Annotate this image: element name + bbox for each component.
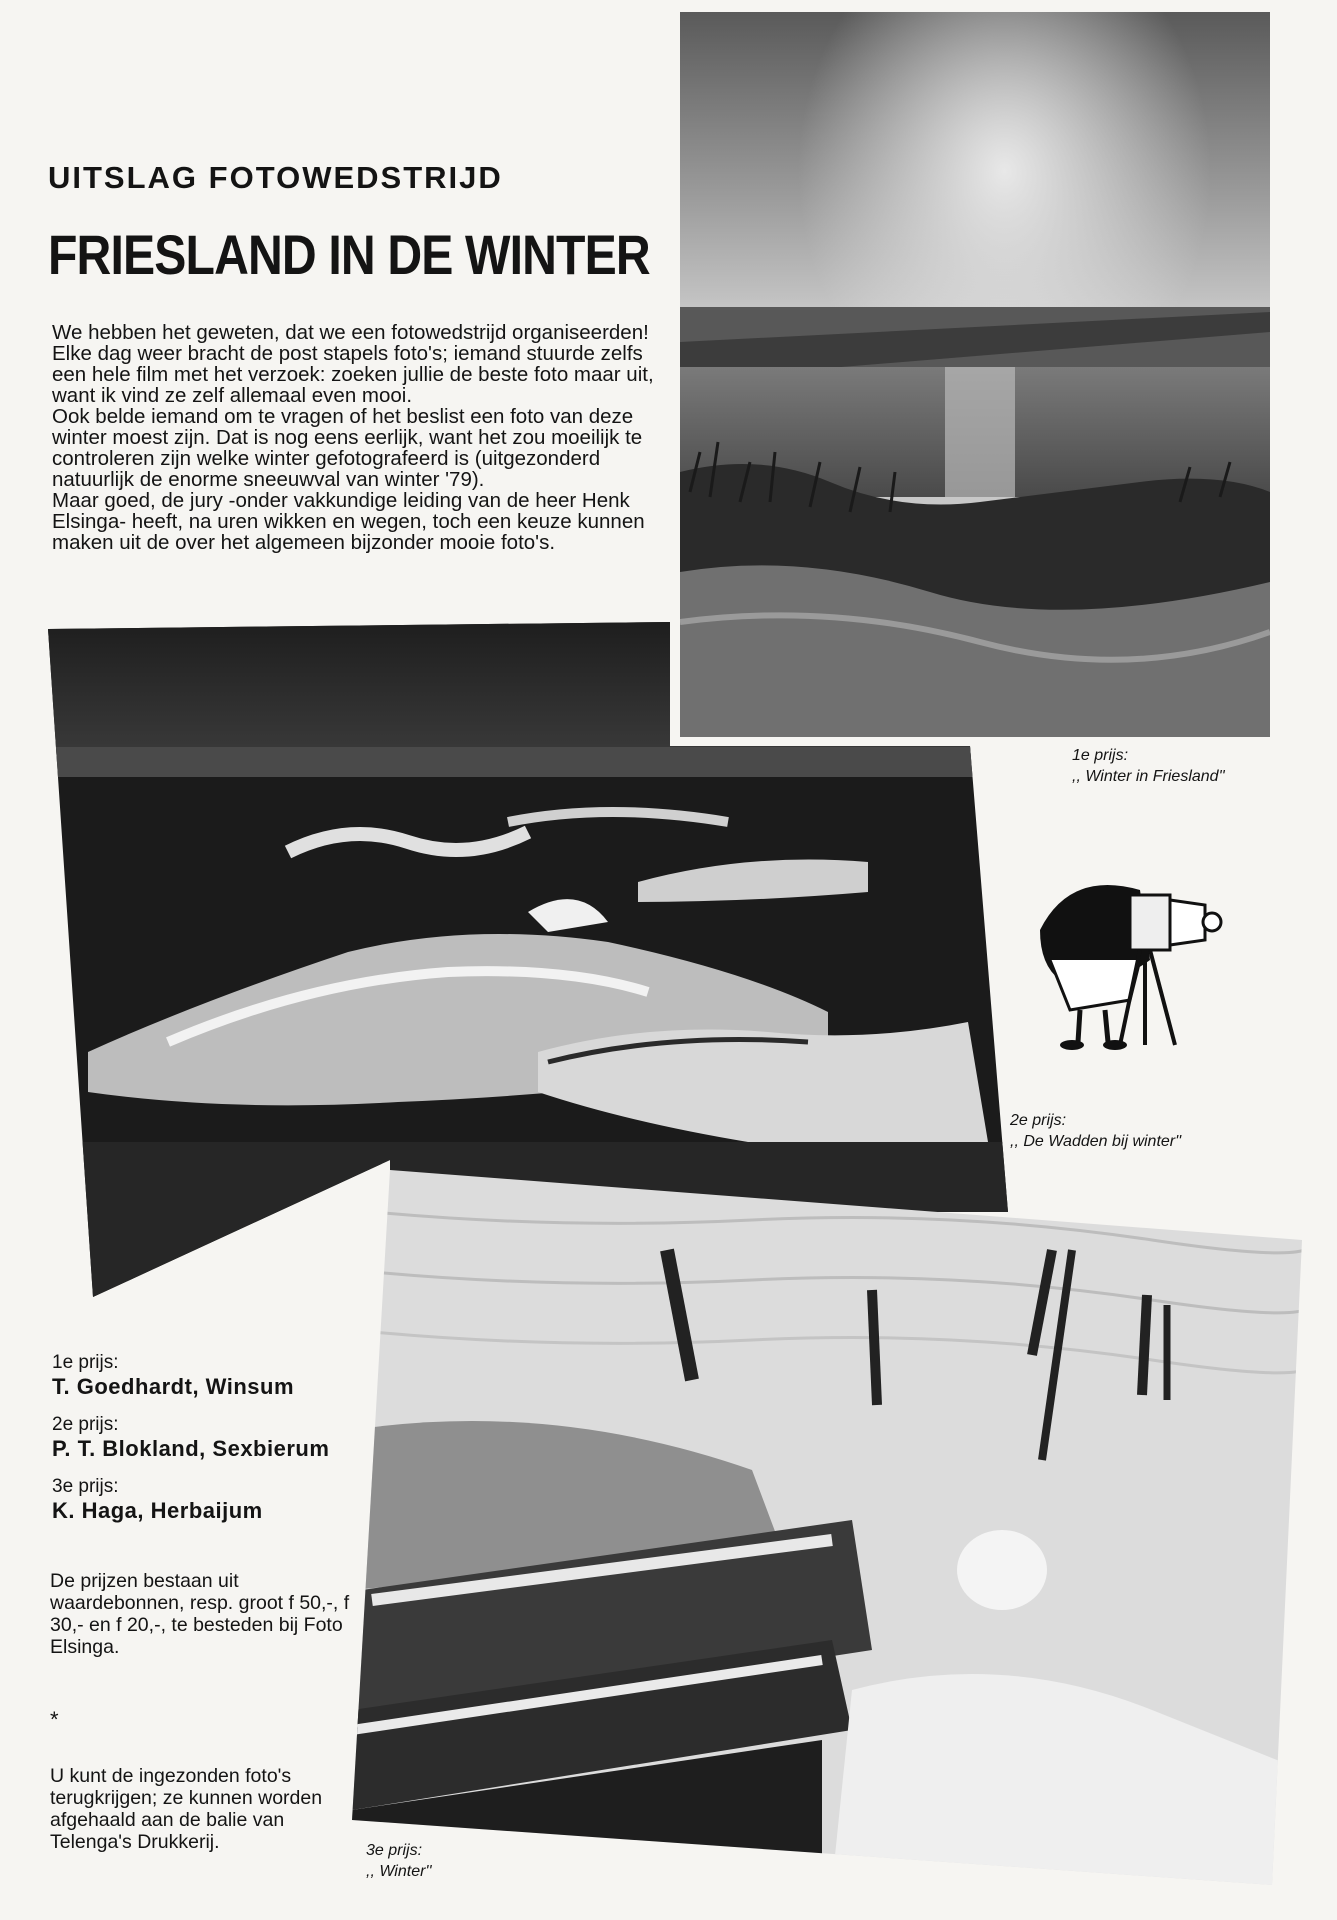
article-headline: FRIESLAND IN DE WINTER — [48, 223, 650, 286]
photographer-with-camera-icon — [1030, 870, 1230, 1055]
intro-paragraph: Maar goed, de jury -onder vakkundige leiding van de heer Henk Elsinga- heeft, na uren wikken en wegen, toch een keuze kunnen maken uit de over het algemeen bijzonder mooie foto's. — [52, 489, 645, 554]
intro-paragraph: We hebben het geweten, dat we een fotowedstrijd organiseerden! Elke dag weer bracht de post stapels foto's; iemand stuurde zelfs een hele film met het verzoek: zoeken jullie de beste foto maar uit, want ik vind ze zelf allemaal even mooi. — [52, 321, 654, 407]
photo-caption-second: 2e prijs: ,, De Wadden bij winter'' — [1010, 1112, 1182, 1150]
photo-winter-in-friesland — [680, 12, 1270, 737]
winner-entry — [52, 1476, 382, 1524]
winners-list — [52, 1348, 382, 1538]
winner-entry — [52, 1414, 382, 1462]
return-photos-note: U kunt de ingezonden foto's terugkrijgen; ze kunnen worden afgehaald aan de balie van Telenga's Drukkerij. — [50, 1765, 323, 1853]
photo-caption-first: 1e prijs: ,, Winter in Friesland'' — [1072, 747, 1225, 785]
winner-name: T. Goedhardt, Winsum — [52, 1374, 295, 1399]
winner-place: 1e prijs: — [52, 1352, 119, 1373]
photo-winter — [352, 1170, 1302, 1885]
winner-place: 3e prijs: — [52, 1476, 119, 1497]
intro-text — [52, 322, 664, 553]
separator-star: * — [50, 1707, 59, 1732]
photo-caption-third: 3e prijs: ,, Winter'' — [366, 1842, 432, 1880]
prize-note: De prijzen bestaan uit waardebonnen, resp. groot f 50,-, f 30,- en f 20,-, te besteden bij Foto Elsinga. — [50, 1570, 350, 1658]
winner-place: 2e prijs: — [52, 1414, 119, 1435]
winner-entry — [52, 1352, 382, 1400]
intro-paragraph: Ook belde iemand om te vragen of het beslist een foto van deze winter moest zijn. Dat is nog eens eerlijk, want het zou moeilijk te controleren zijn welke winter gefotografeerd is (uitgezonderd natuurlijk de enorme sneeuwval van winter '79). — [52, 405, 643, 491]
article-kicker: UITSLAG FOTOWEDSTRIJD — [48, 160, 503, 195]
winner-name: K. Haga, Herbaijum — [52, 1498, 263, 1523]
winner-name: P. T. Blokland, Sexbierum — [52, 1436, 330, 1461]
